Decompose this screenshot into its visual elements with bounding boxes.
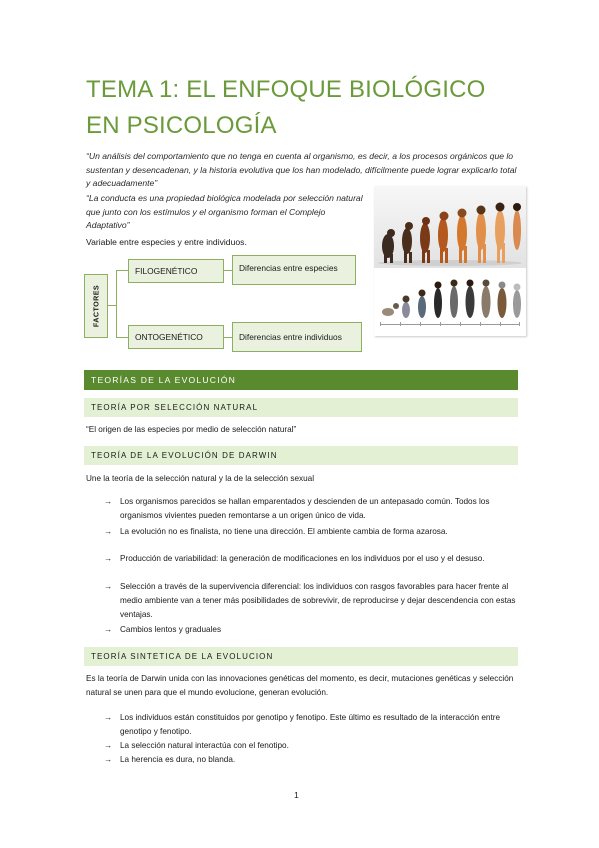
diagram-root-factores <box>84 274 108 338</box>
list-item: → Selección a través de la supervivencia diferencial: los individuos con rasgos favorables para hacer frente al medio ambiente van a tener más posibilidades de sobrevivir, de reproducirse y dejar descendencia con estas ventajas. <box>104 582 516 619</box>
quote-organism: “Un análisis del comportamiento que no tenga en cuenta al organismo, es decir, a los procesos orgánicos que lo sustentan y desencadenan, y la historia evolutiva que los han modelado, difícilmente puede lograr explicarlo total y adecuadamente” <box>86 151 517 189</box>
diagram-node-filogenetico-desc: Diferencias entre especies <box>232 255 356 285</box>
human-evolution-image <box>374 186 526 336</box>
arrow-bullet-icon: → <box>104 554 113 563</box>
diagram-node-ontogenetico: ONTOGENÉTICO <box>128 325 224 349</box>
quote-adaptive-complex: “La conducta es una propiedad biológica modelada por selección natural que junto con los estímulos y el organismo forman el Complejo Adaptativo” <box>86 193 363 231</box>
arrow-bullet-icon: → <box>104 713 113 722</box>
list-item: → Cambios lentos y graduales <box>104 623 518 637</box>
page-number: 1 <box>294 790 299 800</box>
arrow-bullet-icon: → <box>104 741 113 750</box>
arrow-bullet-icon: → <box>104 582 113 591</box>
arrow-bullet-icon: → <box>104 497 113 506</box>
darwin-intro: Une la teoría de la selección natural y la de la selección sexual <box>86 474 315 483</box>
seleccion-natural-quote: “El origen de las especies por medio de selección natural” <box>86 425 297 434</box>
diagram-connector <box>224 270 232 271</box>
diagram-node-ontogenetico-desc: Diferencias entre individuos <box>232 322 362 352</box>
diagram-root-label: FACTORES <box>91 284 101 328</box>
list-item: → La evolución no es finalista, no tiene una dirección. El ambiente cambia de forma azarosa. <box>104 525 518 539</box>
diagram-connector <box>116 270 117 337</box>
diagram-connector <box>108 305 116 306</box>
arrow-bullet-icon: → <box>104 527 113 536</box>
list-item: → Los organismos parecidos se hallan emparentados y descienden de un antepasado común. Todos los organismos vivientes pueden remontarse a un origen único de vida. <box>104 497 490 520</box>
list-item: → La herencia es dura, no blanda. <box>104 753 518 767</box>
arrow-bullet-icon: → <box>104 755 113 764</box>
diagram-node-filogenetico: FILOGENÉTICO <box>128 259 224 283</box>
diagram-connector <box>116 270 128 271</box>
section-heading-teorias: TEORÍAS DE LA EVOLUCIÓN <box>84 370 518 390</box>
diagram-connector <box>224 337 232 338</box>
list-item: → La selección natural interactúa con el fenotipo. <box>104 739 518 753</box>
variable-line: Variable entre especies y entre individuos. <box>86 237 247 247</box>
subheading-seleccion-natural: TEORÍA POR SELECCIÓN NATURAL <box>84 398 518 417</box>
subheading-darwin: TEORÍA DE LA EVOLUCIÓN DE DARWIN <box>84 446 518 465</box>
sintetica-intro: Es la teoría de Darwin unida con las innovaciones genéticas del momento, es decir, mutaciones genéticas y selección natural se unen para que el mundo evolucione, generan evolución. <box>86 674 514 697</box>
diagram-connector <box>116 337 128 338</box>
evolution-illustration <box>374 186 526 336</box>
arrow-bullet-icon: → <box>104 625 113 634</box>
list-item: → Producción de variabilidad: la generación de modificaciones en los individuos por el uso y el desuso. <box>104 552 518 566</box>
subheading-sintetica: TEORÍA SINTETICA DE LA EVOLUCION <box>84 647 518 666</box>
list-item: → Los individuos están constituidos por genotipo y fenotipo. Este último es resultado de la interacción entre genotipo y fenotipo. <box>104 713 501 736</box>
page-title: TEMA 1: EL ENFOQUE BIOLÓGICO EN PSICOLOGÍA <box>86 76 486 139</box>
